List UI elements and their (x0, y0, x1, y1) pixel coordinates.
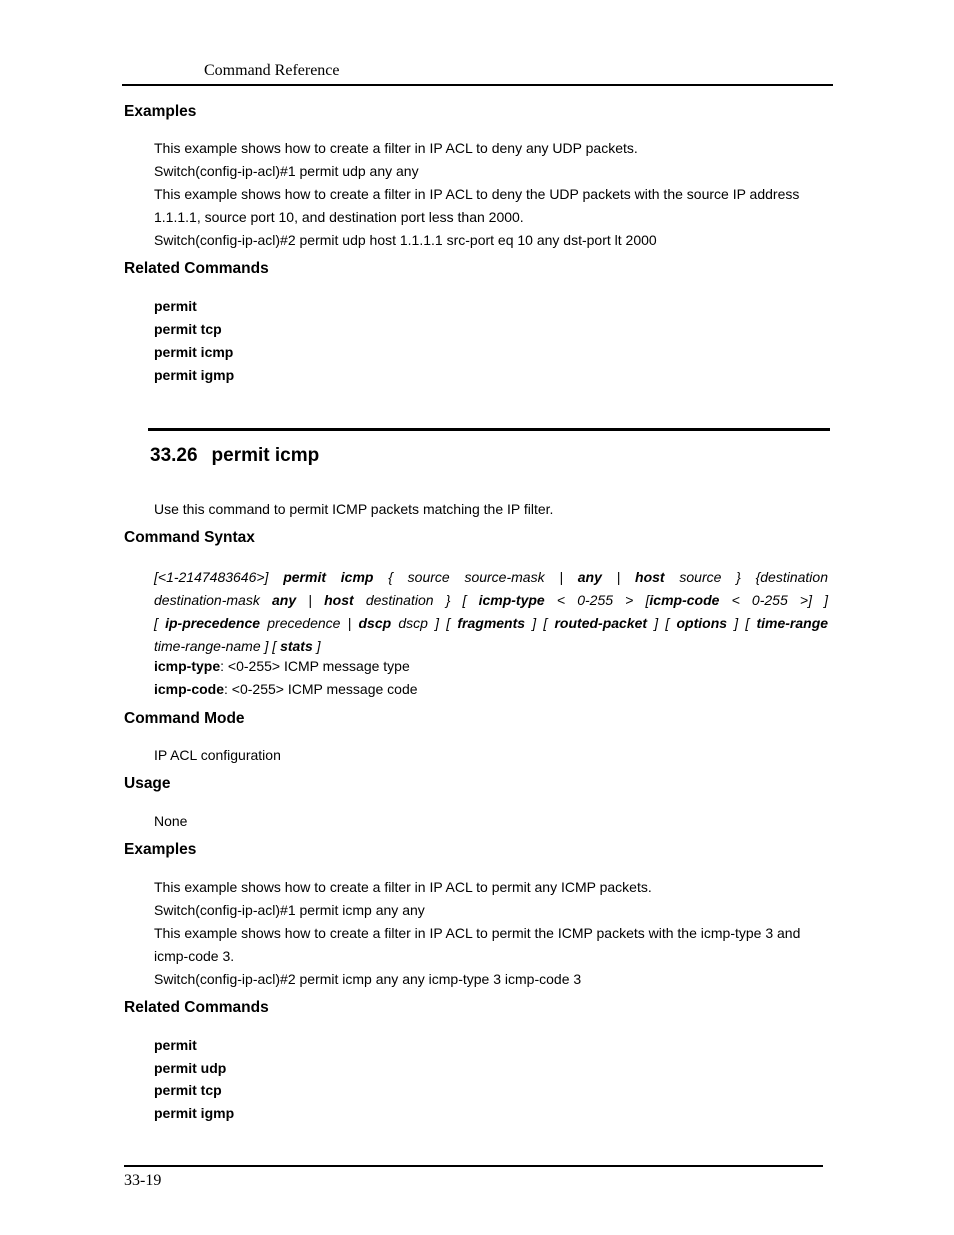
section-rule (148, 428, 830, 431)
related-command: permit tcp (154, 321, 222, 337)
example-line: This example shows how to create a filter in IP ACL to deny any UDP packets. (154, 140, 638, 156)
examples-heading: Examples (124, 103, 197, 120)
related-commands-heading: Related Commands (124, 999, 269, 1016)
syntax-line-1: [<1-2147483646>] permit icmp { source source-mask | any | host source } {destination (154, 569, 828, 585)
examples-heading: Examples (124, 841, 197, 858)
syntax-line-4: time-range-name ] [ stats ] (154, 638, 321, 654)
syntax-line-3: [ ip-precedence precedence | dscp dscp ] [ fragments ] [ routed-packet ] [ options ] [ time-range (154, 615, 829, 631)
footer-rule (124, 1165, 823, 1167)
header-rule (122, 84, 833, 86)
related-command: permit udp (154, 1060, 227, 1076)
example-line: This example shows how to create a filter in IP ACL to deny the UDP packets with the source IP address (154, 186, 800, 202)
related-command: permit (154, 298, 197, 314)
syntax-line-2: destination-mask any | host destination } [ icmp-type < 0-255 > [icmp-code < 0-255 >] ] (154, 592, 829, 608)
command-mode: IP ACL configuration (154, 747, 281, 763)
related-command: permit igmp (154, 367, 235, 383)
param-icmp-type: icmp-type: <0-255> ICMP message type (154, 658, 410, 674)
usage-text: None (154, 813, 188, 829)
related-command: permit icmp (154, 344, 234, 360)
running-header: Command Reference (204, 62, 340, 79)
usage-heading: Usage (124, 775, 171, 792)
related-command: permit igmp (154, 1105, 235, 1121)
command-mode-heading: Command Mode (124, 710, 245, 727)
example-line: Switch(config-ip-acl)#2 permit icmp any any icmp-type 3 icmp-code 3 (154, 971, 582, 987)
example-line: Switch(config-ip-acl)#2 permit udp host 1.1.1.1 src-port eq 10 any dst-port lt 2000 (154, 232, 657, 248)
section-name: permit icmp (211, 445, 320, 466)
section-description: Use this command to permit ICMP packets matching the IP filter. (154, 501, 554, 517)
related-commands-heading: Related Commands (124, 260, 269, 277)
page-number: 33-19 (124, 1172, 162, 1189)
example-line: Switch(config-ip-acl)#1 permit icmp any any (154, 902, 425, 918)
example-line: This example shows how to create a filter in IP ACL to permit any ICMP packets. (154, 879, 652, 895)
example-line: This example shows how to create a filter in IP ACL to permit the ICMP packets with the icmp-type 3 and (154, 925, 801, 941)
related-command: permit tcp (154, 1082, 222, 1098)
param-icmp-code: icmp-code: <0-255> ICMP message code (154, 681, 418, 697)
example-line: 1.1.1.1, source port 10, and destination port less than 2000. (154, 209, 524, 225)
example-line: icmp-code 3. (154, 948, 235, 964)
section-title (150, 445, 319, 467)
command-syntax (154, 566, 828, 658)
example-line: Switch(config-ip-acl)#1 permit udp any any (154, 163, 419, 179)
section-number: 33.26 (150, 445, 198, 466)
related-command: permit (154, 1037, 197, 1053)
command-syntax-heading: Command Syntax (124, 529, 255, 546)
